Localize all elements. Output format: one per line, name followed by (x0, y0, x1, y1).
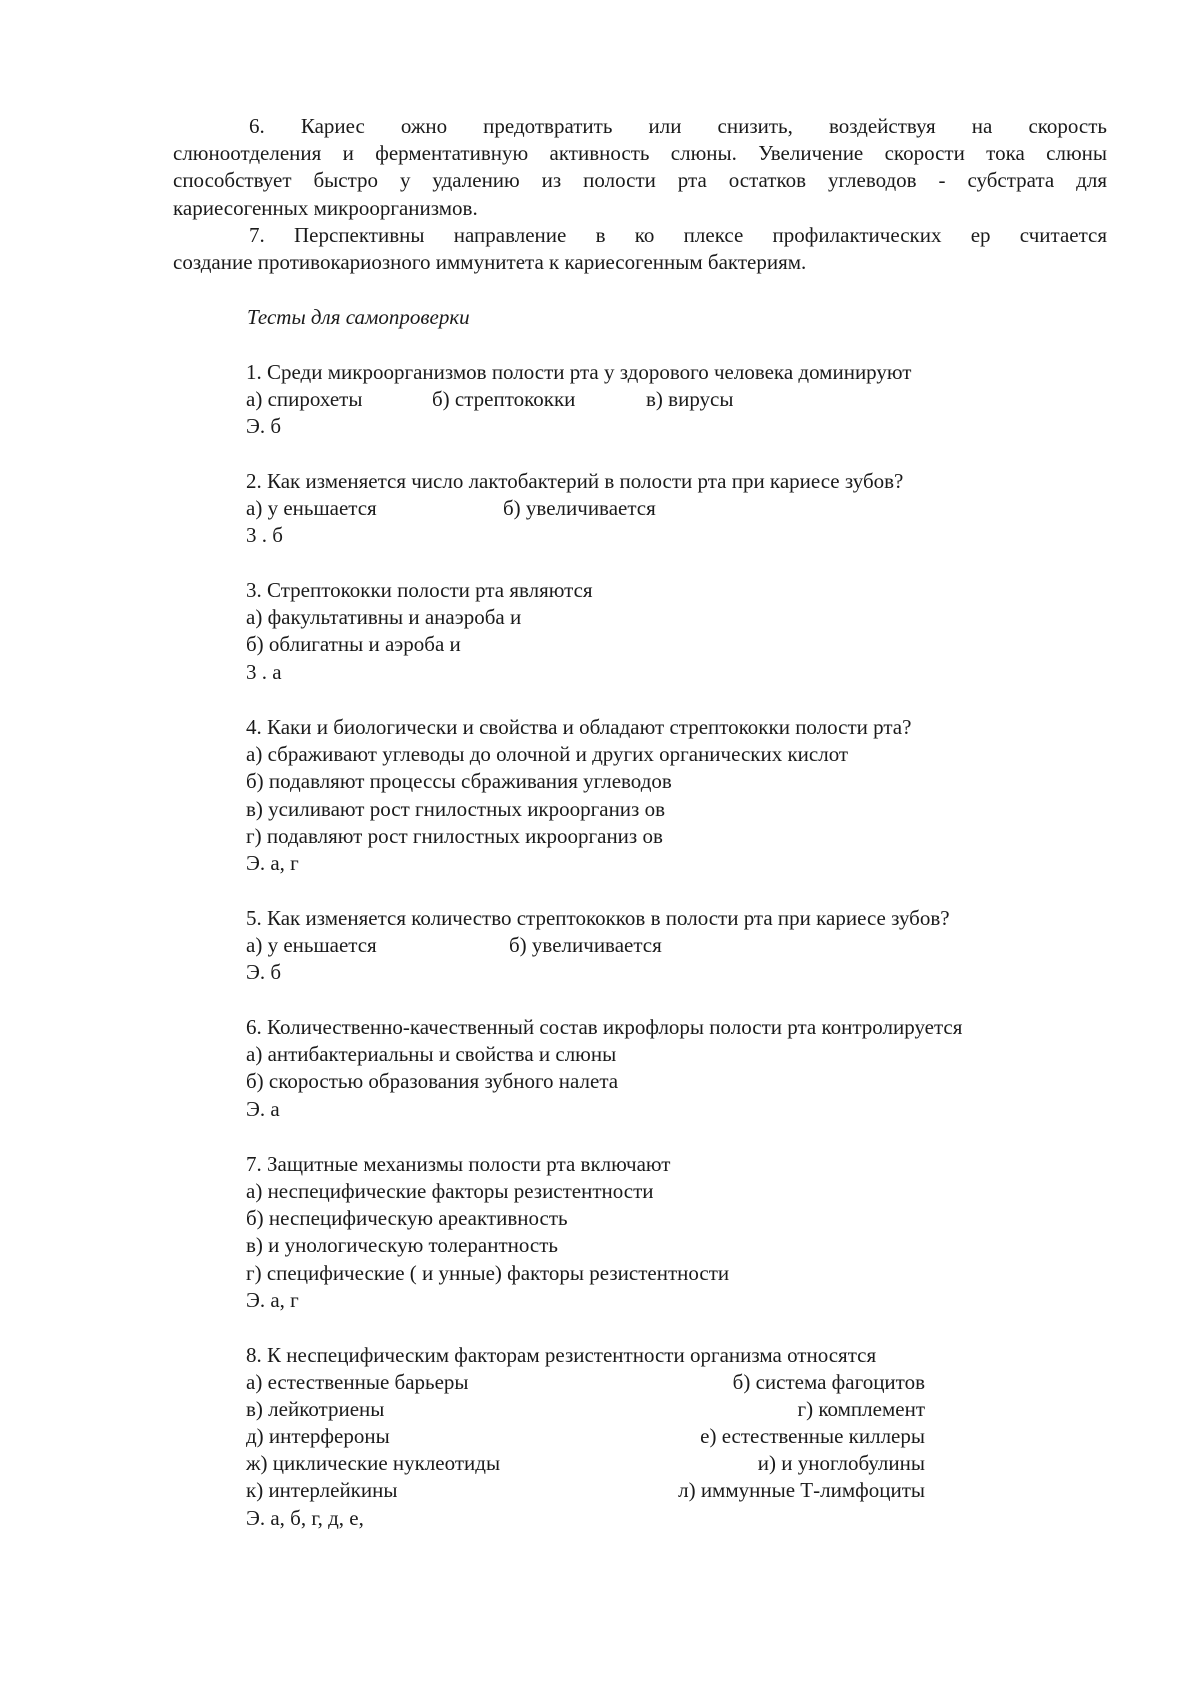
test-4-question: 4. Каки и биологически и свойства и обладают стрептококки полости рта? (246, 715, 912, 739)
test-1-option-b: б) стрептококки (432, 387, 576, 411)
test-4-option-b: б) подавляют процессы сбраживания углеводов (246, 769, 672, 793)
test-2-option-a: а) у еньшается (246, 496, 377, 520)
test-6-option-b: б) скоростью образования зубного налета (246, 1069, 619, 1093)
test-1-option-a: а) спирохеты (246, 387, 363, 411)
para6-line-2: слюноотделения и ферментативную активность слюны. Увеличение скорости тока слюны (173, 141, 1107, 165)
test-3-option-b: б) облигатны и аэроба и (246, 632, 461, 656)
test-7-option-c: в) и унологическую толерантность (246, 1233, 559, 1257)
para7-line-1: 7. Перспективны направление в ко плексе профилактических ер считается (249, 223, 1107, 247)
test-6-answer: Э. а (246, 1097, 280, 1121)
test-3-question: 3. Стрептококки полости рта являются (246, 578, 593, 602)
test-5-option-a: а) у еньшается (246, 933, 377, 957)
test-7-answer: Э. а, г (246, 1288, 299, 1312)
test-7-option-d: г) специфические ( и унные) факторы резистентности (246, 1261, 730, 1285)
para6-line-1: 6. Кариес ожно предотвратить или снизить, воздействуя на скорость (249, 114, 1107, 138)
test-6-question: 6. Количественно-качественный состав икрофлоры полости рта контролируется (246, 1015, 963, 1039)
section-heading: Тесты для самопроверки (247, 305, 470, 329)
test-8-option-a: а) естественные барьеры (246, 1370, 469, 1394)
para7-line-2: создание противокариозного иммунитета к кариесогенным бактериям. (173, 250, 807, 274)
test-4-option-a: а) сбраживают углеводы до олочной и других органических кислот (246, 742, 849, 766)
test-8-option-g: ж) циклические нуклеотиды (246, 1451, 501, 1475)
test-8-answer: Э. а, б, г, д, е, (246, 1506, 364, 1530)
test-8-option-h: и) и уноглобулины (757, 1451, 925, 1475)
test-7-question: 7. Защитные механизмы полости рта включают (246, 1152, 671, 1176)
test-8-option-e: д) интерфероны (246, 1424, 390, 1448)
test-8-option-l: л) иммунные Т-лимфоциты (678, 1478, 925, 1502)
test-8-question: 8. К неспецифическим факторам резистентности организма относятся (246, 1343, 877, 1367)
test-1-answer: Э. б (246, 414, 282, 438)
test-7-option-a: а) неспецифические факторы резистентности (246, 1179, 654, 1203)
test-5-answer: Э. б (246, 960, 282, 984)
test-8-option-b: б) система фагоцитов (732, 1370, 925, 1394)
test-5-option-b: б) увеличивается (509, 933, 662, 957)
test-1-option-c: в) вирусы (646, 387, 734, 411)
test-8-option-f: е) естественные киллеры (700, 1424, 925, 1448)
test-8-option-k: к) интерлейкины (246, 1478, 398, 1502)
test-6-option-a: а) антибактериальны и свойства и слюны (246, 1042, 617, 1066)
test-5-question: 5. Как изменяется количество стрептококков в полости рта при кариесе зубов? (246, 906, 950, 930)
test-2-option-b: б) увеличивается (503, 496, 656, 520)
test-8-option-c: в) лейкотриены (246, 1397, 385, 1421)
test-1-question: 1. Среди микроорганизмов полости рта у здорового человека доминируют (246, 360, 912, 384)
test-3-option-a: а) факультативны и анаэроба и (246, 605, 522, 629)
test-4-option-c: в) усиливают рост гнилостных икроорганиз ов (246, 797, 666, 821)
test-3-answer: 3 . а (246, 660, 282, 684)
para6-line-4: кариесогенных микроорганизмов. (173, 196, 478, 220)
test-7-option-b: б) неспецифическую ареактивность (246, 1206, 568, 1230)
test-2-answer: 3 . б (246, 523, 283, 547)
test-2-question: 2. Как изменяется число лактобактерий в полости рта при кариесе зубов? (246, 469, 904, 493)
test-4-option-d: г) подавляют рост гнилостных икроорганиз ов (246, 824, 663, 848)
para6-line-3: способствует быстро у удалению из полости рта остатков углеводов - субстрата для (173, 168, 1107, 192)
test-4-answer: Э. а, г (246, 851, 299, 875)
test-8-option-d: г) комплемент (797, 1397, 925, 1421)
